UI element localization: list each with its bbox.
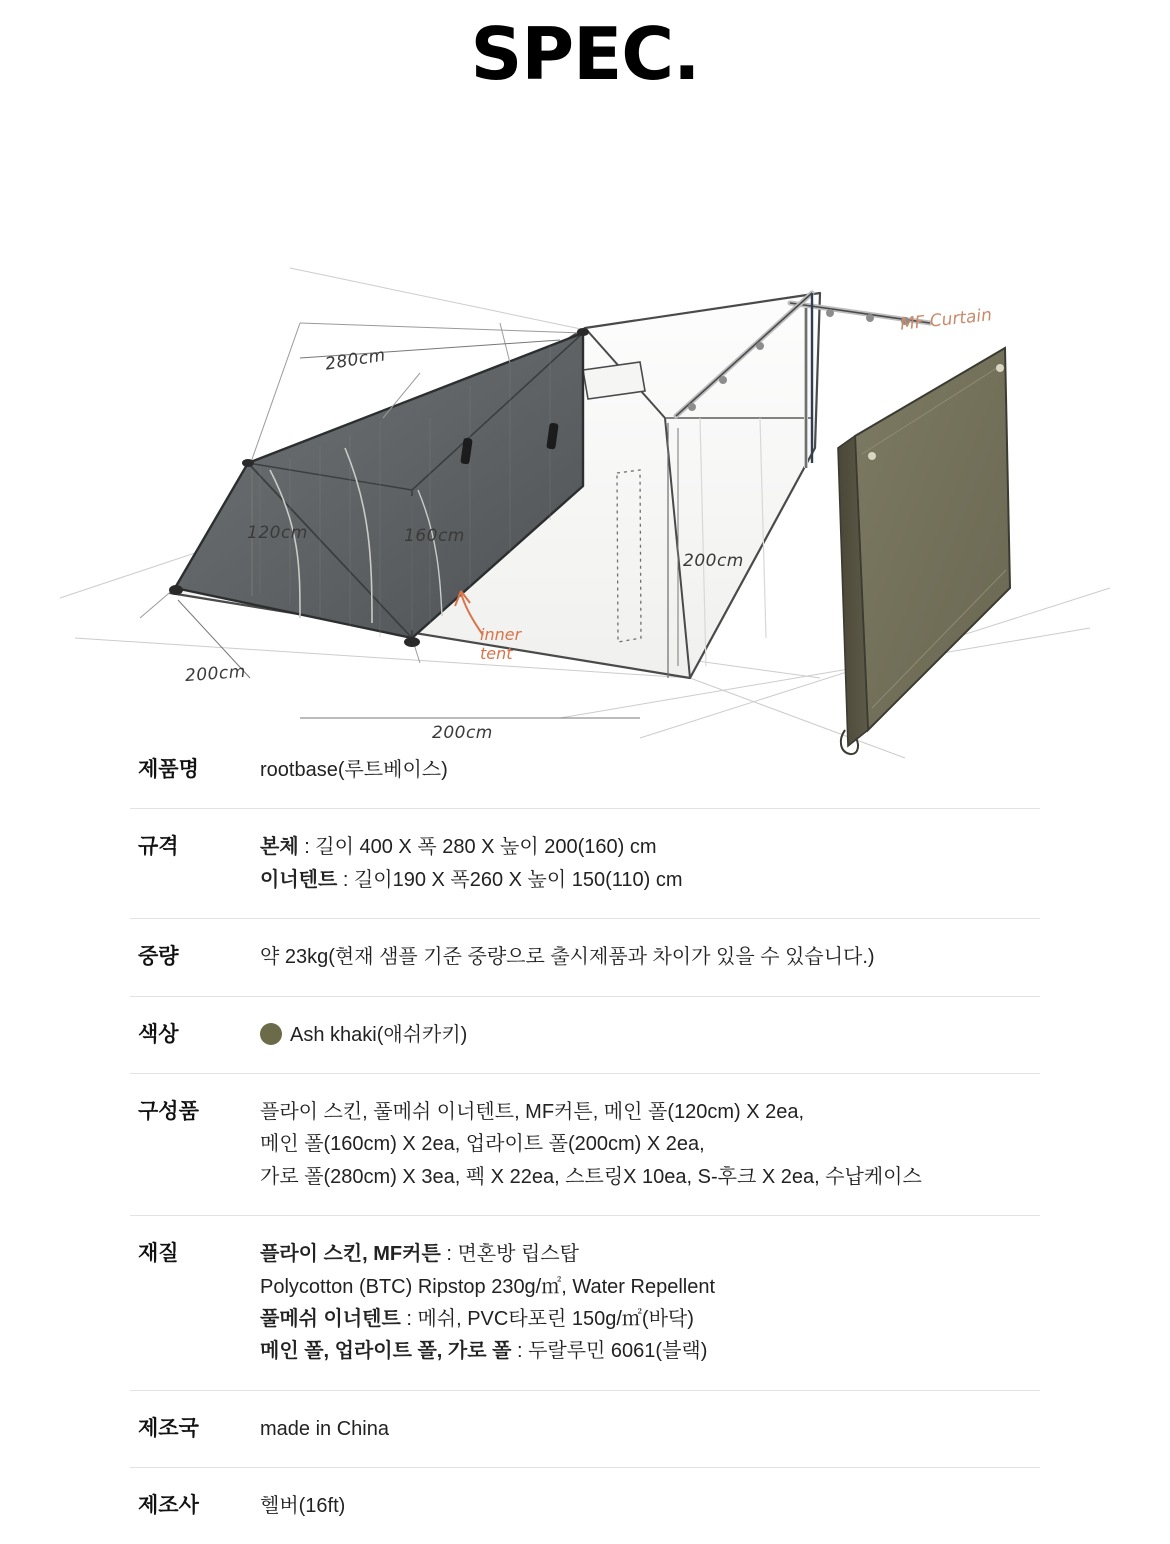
mf-curtain (838, 348, 1010, 754)
spec-value-line: rootbase(루트베이스) (260, 759, 448, 781)
spec-value-line (260, 1238, 1040, 1270)
spec-value (260, 754, 1040, 786)
dimension-160cm: 160cm (404, 526, 465, 546)
spec-value (260, 1490, 1040, 1522)
color-swatch-icon (260, 1023, 282, 1045)
dimension-200cm-depth: 200cm (184, 661, 247, 687)
spec-label: 중량 (138, 945, 179, 969)
spec-label: 제조국 (138, 1416, 199, 1440)
spec-value-text: : 길이190 X 폭260 X 높이 150(110) cm (337, 868, 683, 891)
spec-value-line (260, 864, 1040, 896)
spec-value-text: : 면혼방 립스탑 (440, 1243, 579, 1266)
dimension-200cm-length: 200cm (432, 723, 493, 743)
spec-value (260, 941, 1040, 973)
spec-value (260, 831, 1040, 896)
spec-value-line: 약 23kg(현재 샘플 기준 중량으로 출시제품과 차이가 있을 수 있습니다.) (260, 946, 875, 969)
spec-value-text: : 두랄루민 6061(블랙) (511, 1340, 708, 1363)
spec-row-product-name (130, 732, 1040, 808)
spec-value-emphasis: 풀메쉬 이너텐트 (260, 1307, 401, 1330)
spec-label: 규격 (138, 835, 179, 859)
spec-value-line: Polycotton (BTC) Ripstop 230g/㎡, Water Repellent (260, 1275, 716, 1298)
spec-value-line (260, 1303, 1040, 1335)
spec-value (260, 1238, 1040, 1368)
spec-label: 제조사 (138, 1494, 199, 1518)
spec-row-components (130, 1073, 1040, 1215)
spec-value (260, 1019, 1040, 1051)
spec-value-line: 가로 폴(280cm) X 3ea, 펙 X 22ea, 스트링X 10ea, S-후크 X 2ea, 수납케이스 (260, 1165, 922, 1188)
spec-value-emphasis: 플라이 스킨, MF커튼 (260, 1243, 441, 1266)
spec-value-emphasis: 메인 폴, 업라이트 폴, 가로 폴 (260, 1340, 512, 1363)
tent-drawing (0, 118, 1170, 708)
annotation-inner-tent-line2: tent (480, 644, 513, 663)
spec-label: 구성품 (138, 1099, 199, 1123)
annotation-inner-tent-line1: inner (480, 625, 522, 644)
spec-value-text: Ash khaki(애쉬카키) (290, 1023, 468, 1046)
spec-value-line (260, 831, 1040, 863)
dimension-280cm: 280cm (323, 345, 388, 375)
spec-value (260, 1096, 1040, 1193)
spec-value-line: 헬버(16ft) (260, 1495, 346, 1518)
spec-table (130, 732, 1040, 1544)
spec-value-line (260, 1335, 1040, 1367)
tent-illustration (0, 118, 1170, 743)
spec-value-line: 플라이 스킨, 풀메쉬 이너텐트, MF커튼, 메인 폴(120cm) X 2ea, (260, 1100, 805, 1123)
spec-row-size (130, 808, 1040, 918)
spec-row-weight (130, 918, 1040, 995)
spec-value-text: : 메쉬, PVC타포린 150g/㎡(바닥) (400, 1307, 694, 1330)
spec-value-text: : 길이 400 X 폭 280 X 높이 200(160) cm (298, 836, 657, 859)
spec-row-material (130, 1215, 1040, 1390)
annotation-mf-curtain: MF Curtain (899, 305, 993, 335)
spec-row-country (130, 1390, 1040, 1467)
page-title: SPEC. (470, 12, 700, 96)
spec-label: 색상 (138, 1022, 179, 1046)
spec-value-emphasis: 본체 (260, 836, 299, 859)
spec-value-line (260, 1019, 1040, 1051)
dimension-120cm: 120cm (247, 523, 308, 543)
spec-value-line: made in China (260, 1417, 389, 1440)
spec-label: 재질 (138, 1242, 179, 1266)
spec-row-color (130, 996, 1040, 1073)
spec-value-emphasis: 이너텐트 (260, 868, 338, 891)
spec-row-manufacturer (130, 1467, 1040, 1544)
dimension-200cm-height: 200cm (683, 551, 744, 571)
spec-label: 제품명 (138, 758, 199, 781)
spec-value-line: 메인 폴(160cm) X 2ea, 업라이트 폴(200cm) X 2ea, (260, 1133, 705, 1156)
spec-value (260, 1413, 1040, 1445)
